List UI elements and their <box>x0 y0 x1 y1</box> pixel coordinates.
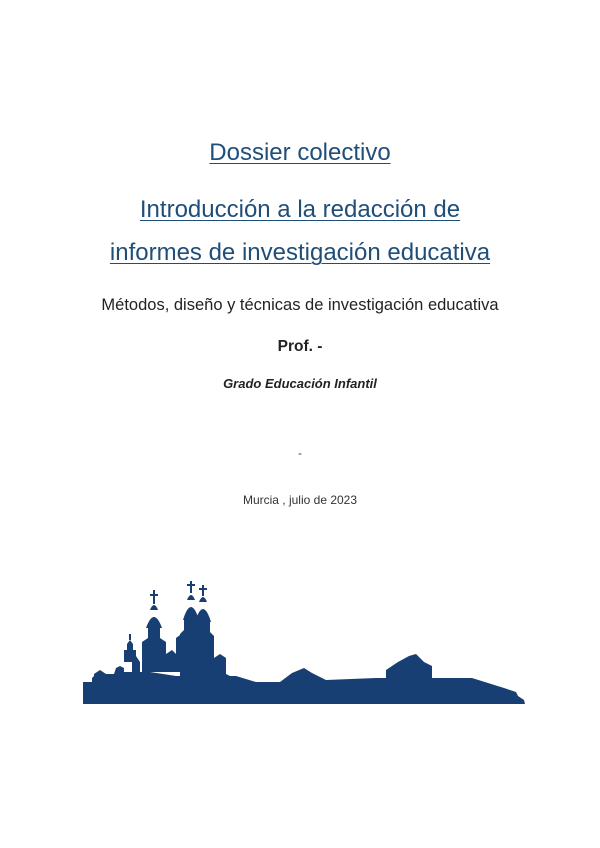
place-and-date: Murcia , julio de 2023 <box>242 493 358 507</box>
separator-dash: - <box>298 446 302 460</box>
course-name: Métodos, diseño y técnicas de investigación educativa <box>101 296 499 314</box>
professor-name: Prof. - <box>277 338 323 355</box>
degree-name: Grado Educación Infantil <box>223 376 377 391</box>
document-subtitle-line-2: informes de investigación educativa <box>109 239 491 266</box>
city-skyline-icon <box>80 578 526 706</box>
document-subtitle-line-1: Introducción a la redacción de <box>139 196 461 223</box>
document-title: Dossier colectivo <box>209 139 391 166</box>
